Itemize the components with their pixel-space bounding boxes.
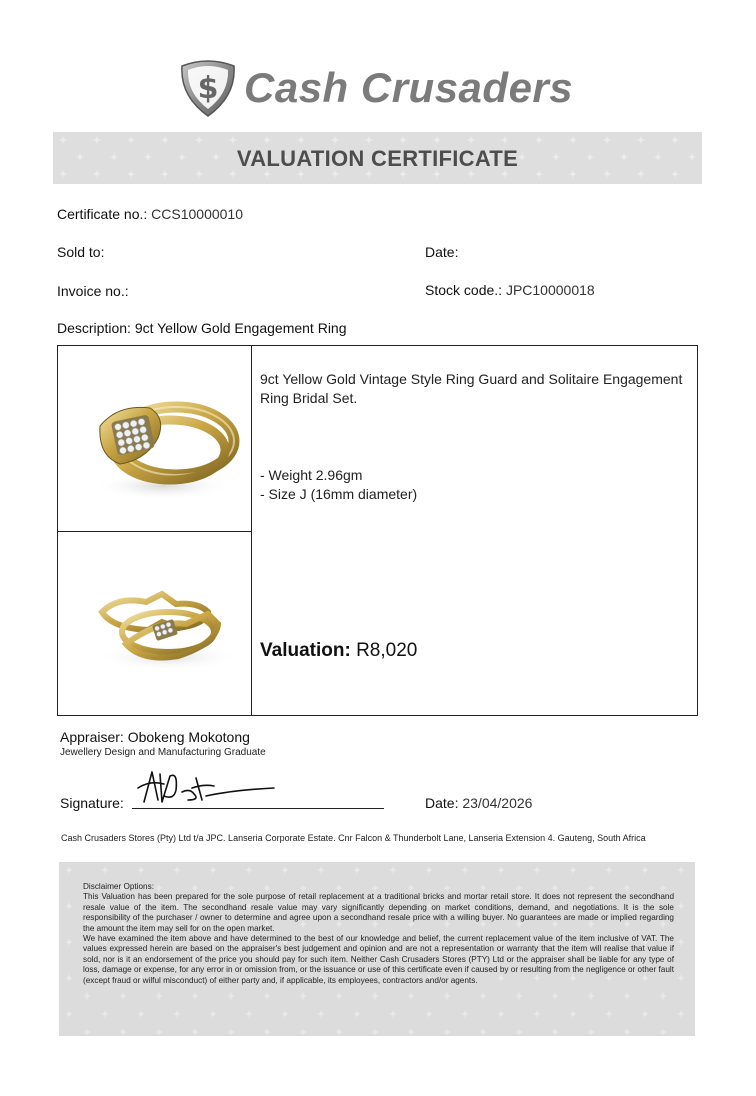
watermark-star (568, 1009, 578, 1019)
watermark-star (676, 901, 686, 911)
watermark-star (534, 135, 544, 145)
watermark-star (460, 1009, 470, 1019)
brand-name: Cash Crusaders (244, 64, 574, 111)
watermark-star (280, 865, 290, 875)
valuation-value: R8,020 (356, 640, 418, 661)
watermark-star (316, 865, 326, 875)
watermark-star (298, 1027, 308, 1036)
invoice-label: Invoice no.: (57, 283, 129, 299)
sold-to-field (57, 244, 104, 260)
description-column (252, 346, 697, 715)
watermark-star (658, 1027, 668, 1036)
watermark-star (442, 991, 452, 1001)
watermark-star (118, 1027, 128, 1036)
watermark-star (172, 865, 182, 875)
watermark-star (676, 937, 686, 947)
certificate-number-value: CCS10000010 (151, 206, 244, 222)
signature-label: Signature: (60, 795, 124, 811)
watermark-star (622, 991, 632, 1001)
certificate-number-field (57, 206, 243, 222)
watermark-star (586, 1027, 596, 1036)
watermark-star (330, 135, 340, 145)
certificate-banner (53, 132, 702, 184)
watermark-star (58, 135, 68, 145)
watermark-star (694, 1027, 695, 1036)
watermark-star (154, 991, 164, 1001)
watermark-star (100, 865, 110, 875)
watermark-star (640, 865, 650, 875)
watermark-star (226, 1027, 236, 1036)
watermark-star (126, 135, 136, 145)
watermark-star (604, 865, 614, 875)
dollar-shield-icon (176, 58, 240, 118)
valuation-label: Valuation: (260, 640, 351, 661)
item-spec-size: - Size J (16mm diameter) (260, 486, 418, 502)
watermark-star (694, 955, 695, 965)
watermark-star (532, 1009, 542, 1019)
stock-code-field (425, 282, 595, 298)
watermark-star (82, 1027, 92, 1036)
watermark-star (352, 865, 362, 875)
watermark-star (496, 1009, 506, 1019)
item-table (57, 345, 698, 716)
watermark-star (370, 1027, 380, 1036)
appraisal-date-label: Date: (425, 795, 459, 811)
watermark-star (636, 135, 646, 145)
watermark-star (262, 991, 272, 1001)
watermark-star (568, 865, 578, 875)
watermark-star (406, 1027, 416, 1036)
watermark-star (398, 135, 408, 145)
watermark-star (64, 865, 74, 875)
disclaimer-paragraph-2: We have examined the item above and have determined to the best of our knowledge and belief, the current replacement value of the item inclusive of VAT. The values expressed herein are based on the appraiser's best judgement and opinion and are not a representation or warranty that the item will realise that value if sold, nor is it an endorsement of the price you should pay for such item. Neither Cash Crusaders Stores (PTY) Ltd or the appraiser shall be liable for any type of loss, damage or expense, for any error in or omission from, or the issuance or use of this certificate even if caused by or resulting from the negligence or other fault (except fraud or wilful misconduct) of either party and, if applicable, its employees, contractors and/or agents. (83, 934, 674, 985)
watermark-star (370, 991, 380, 1001)
watermark-star (496, 865, 506, 875)
disclaimer-text (83, 882, 674, 986)
appraiser-title: Jewellery Design and Manufacturing Graduate (60, 747, 266, 758)
watermark-star (262, 135, 272, 145)
watermark-star (640, 1009, 650, 1019)
watermark-star (586, 991, 596, 1001)
watermark-star (676, 973, 686, 983)
watermark-star (194, 135, 204, 145)
disclaimer-paragraph-1: This Valuation has been prepared for the sole purpose of retail replacement at a traditional bricks and mortar retail store. It does not represent the secondhand resale value of the item. The secondhand resale value may vary significantly depending on market conditions, demand, and negotiations. It is the sole responsibility of the purchaser / owner to determine and agree upon a secondhand resale price with a willing buyer. No guarantees are made or implied regarding the amount the item may sell for on the open market. (83, 892, 674, 933)
watermark-star (262, 1027, 272, 1036)
disclaimer-heading: Disclaimer Options: (83, 882, 154, 891)
watermark-star (658, 991, 668, 1001)
watermark-star (154, 1027, 164, 1036)
watermark-star (208, 1009, 218, 1019)
description-label: Description: (57, 320, 131, 336)
watermark-star (694, 991, 695, 1001)
watermark-star (694, 883, 695, 893)
watermark-star (388, 1009, 398, 1019)
watermark-star (670, 135, 680, 145)
disclaimer-box (59, 862, 695, 1036)
watermark-star (532, 865, 542, 875)
watermark-star (118, 991, 128, 1001)
brand-logo (176, 58, 586, 118)
appraisal-date (425, 795, 532, 811)
watermark-star (352, 1009, 362, 1019)
item-description: 9ct Yellow Gold Vintage Style Ring Guard and Solitaire Engagement Ring Bridal Set. (260, 371, 683, 406)
watermark-star (190, 1027, 200, 1036)
watermark-star (604, 1009, 614, 1019)
description-field (57, 320, 347, 336)
watermark-star (298, 991, 308, 1001)
certificate-number-label: Certificate no.: (57, 206, 148, 222)
watermark-star (226, 991, 236, 1001)
watermark-star (100, 1009, 110, 1019)
watermark-star (64, 901, 74, 911)
watermark-star (334, 991, 344, 1001)
valuation (260, 640, 417, 662)
appraiser-label: Appraiser: (60, 729, 124, 745)
watermark-star (478, 1027, 488, 1036)
watermark-star (550, 1027, 560, 1036)
watermark-star (280, 1009, 290, 1019)
ring-set-separated-photo (58, 532, 251, 715)
date-label: Date: (425, 244, 459, 260)
watermark-star (568, 135, 578, 145)
watermark-star (514, 1027, 524, 1036)
watermark-star (160, 135, 170, 145)
appraiser-name: Obokeng Mokotong (127, 729, 250, 745)
watermark-star (172, 1009, 182, 1019)
watermark-star (550, 991, 560, 1001)
invoice-field (57, 283, 129, 299)
photo-column (58, 346, 252, 715)
watermark-star (244, 865, 254, 875)
appraisal-date-value: 23/04/2026 (462, 795, 533, 811)
stock-code-value: JPC10000018 (505, 282, 595, 298)
watermark-star (442, 1027, 452, 1036)
date-field (425, 244, 458, 260)
ring-set-closed-photo (58, 346, 251, 532)
watermark-star (424, 1009, 434, 1019)
watermark-star (64, 973, 74, 983)
watermark-star (432, 135, 442, 145)
certificate-title: VALUATION CERTIFICATE (236, 146, 519, 171)
watermark-star (622, 1027, 632, 1036)
stock-code-label: Stock code.: (425, 282, 503, 298)
watermark-star (296, 135, 306, 145)
watermark-star (466, 135, 476, 145)
watermark-star (514, 991, 524, 1001)
sold-to-label: Sold to: (57, 244, 105, 260)
watermark-star (334, 1027, 344, 1036)
appraiser (60, 729, 250, 745)
item-spec-weight: - Weight 2.96gm (260, 467, 363, 483)
watermark-star (406, 991, 416, 1001)
watermark-star (92, 135, 102, 145)
watermark-star (500, 135, 510, 145)
watermark-star (676, 865, 686, 875)
svg-text:$: $ (197, 71, 219, 106)
watermark-star (364, 135, 374, 145)
watermark-star (136, 865, 146, 875)
watermark-star (316, 1009, 326, 1019)
company-address: Cash Crusaders Stores (Pty) Ltd t/a JPC. Lanseria Corporate Estate. Cnr Falcon & Thunderbolt Lane, Lanseria Extension 4. Gauteng, South Africa (61, 833, 646, 843)
watermark-star (460, 865, 470, 875)
watermark-star (64, 1009, 74, 1019)
watermark-star (478, 991, 488, 1001)
watermark-star (676, 1009, 686, 1019)
description-value: 9ct Yellow Gold Engagement Ring (134, 320, 347, 336)
watermark-star (64, 937, 74, 947)
watermark-star (602, 135, 612, 145)
watermark-star (136, 1009, 146, 1019)
watermark-star (82, 991, 92, 1001)
signature-image (130, 766, 280, 810)
watermark-star (190, 991, 200, 1001)
signature-line (132, 808, 384, 809)
watermark-star (228, 135, 238, 145)
watermark-star (208, 865, 218, 875)
watermark-star (694, 919, 695, 929)
watermark-star (388, 865, 398, 875)
watermark-star (424, 865, 434, 875)
watermark-star (244, 1009, 254, 1019)
